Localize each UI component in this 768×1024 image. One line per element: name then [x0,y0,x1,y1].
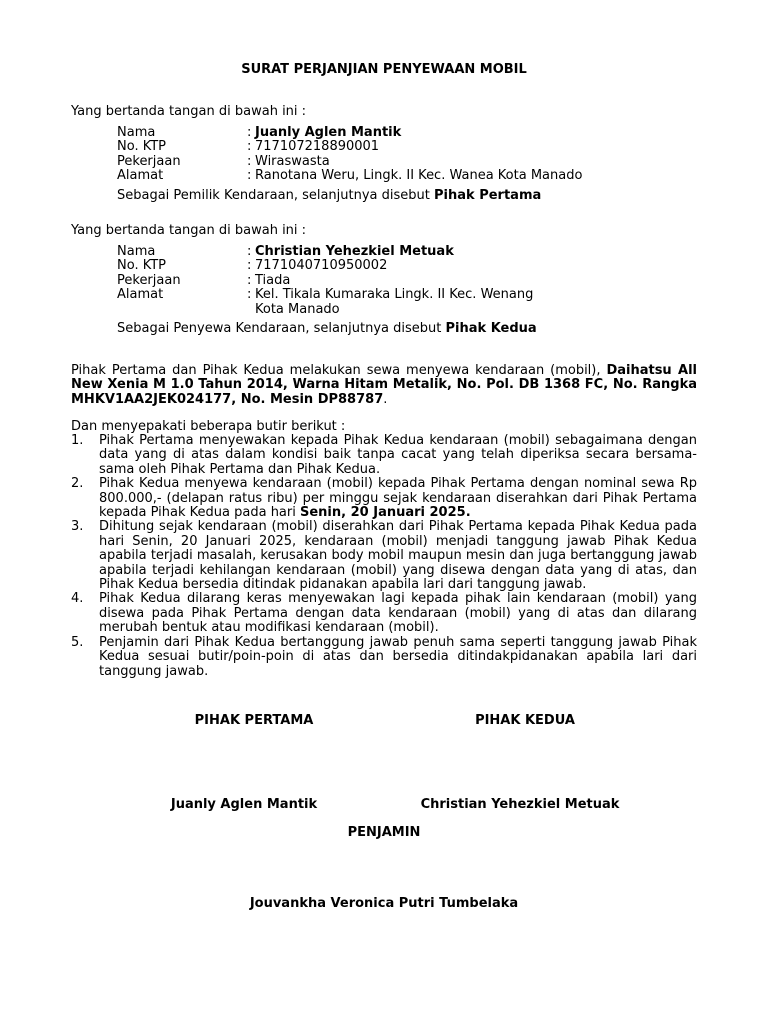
agreement-intro: Dan menyepakati beberapa butir berikut : [71,419,346,434]
party1-name-value: Juanly Aglen Mantik [255,125,402,140]
role-text: Sebagai Penyewa Kendaraan, selanjutnya disebut [117,321,446,336]
role-text: Sebagai Pemilik Kendaraan, selanjutnya disebut [117,188,435,203]
clause-list [71,434,697,679]
field-label: No. KTP [117,139,167,155]
clause-text: Pihak Pertama menyewakan kepada Pihak Kedua kendaraan (mobil) sebagaimana dengan data yang di atas dalam kondisi baik tanpa cacat yang telah diperiksa secara bersama-sama oleh Pihak Pertama dan Pihak Kedua. [99,433,697,477]
party2-intro: Yang bertanda tangan di bawah ini : [71,223,307,238]
party2-job-row [117,274,717,288]
clause-number: 3. [71,519,84,535]
field-label: Alamat [117,287,164,303]
list-item [71,636,697,679]
field-colon: : [247,272,252,288]
list-item [71,520,697,592]
guarantor-name: Jouvankha Veronica Putri Tumbelaka [249,896,519,911]
field-colon: : [247,168,252,184]
field-colon: : [247,125,252,140]
party2-ktp-value: 7171040710950002 [255,258,388,274]
party1-job-row [117,155,717,169]
party1-job-value: Wiraswasta [255,153,330,169]
party2-name-row [117,245,717,259]
role-name: Pihak Kedua [445,321,537,336]
clause-number: 4. [71,591,84,607]
field-label: Nama [117,125,156,140]
party2-address-row [117,288,717,317]
party2-signature-name: Christian Yehezkiel Metuak [420,797,620,812]
field-label: Pekerjaan [117,153,181,169]
role-name: Pihak Pertama [434,188,542,203]
rental-paragraph [71,364,697,407]
clause-date: Senin, 20 Januari 2025. [300,505,471,521]
party2-role [117,322,537,336]
party1-signature-heading: PIHAK PERTAMA [194,713,314,728]
field-label: Alamat [117,168,164,184]
field-colon: : [247,258,252,274]
clause-text: Pihak Kedua menyewa kendaraan (mobil) kepada Pihak Pertama dengan nominal sewa Rp 800.000,- (delapan ratus ribu) per minggu sejak kendaraan diserahkan dari Pihak Pertama kepada Pihak Kedua pada hari [99,476,697,521]
field-colon: : [247,287,252,303]
party1-details [117,126,717,184]
clause-number: 1. [71,433,84,448]
rental-suffix: . [383,391,388,407]
party1-signature-name: Juanly Aglen Mantik [170,797,318,812]
clause-text: Penjamin dari Pihak Kedua bertanggung jawab penuh sama seperti tanggung jawab Pihak Kedua sesuai butir/poin-poin di atas dan bersedia ditindakpidanakan apabila lari dari tanggung jawab. [99,634,697,679]
party1-intro: Yang bertanda tangan di bawah ini : [71,104,307,119]
document-title: SURAT PERJANJIAN PENYEWAAN MOBIL [241,62,527,77]
clause-number: 5. [71,634,84,650]
party1-role [117,189,541,203]
party2-address-value: Kel. Tikala Kumaraka Lingk. II Kec. Wenang Kota Manado [255,287,534,317]
clause-number: 2. [71,476,84,492]
field-colon: : [247,244,252,259]
rental-text: Pihak Pertama dan Pihak Kedua melakukan sewa menyewa kendaraan (mobil), [71,363,607,378]
party1-ktp-value: 717107218890001 [255,139,380,155]
field-label: Nama [117,244,156,259]
clause-text: Dihitung sejak kendaraan (mobil) diserahkan dari Pihak Pertama kepada Pihak Kedua pada hari Senin, 20 Januari 2025, kendaraan (mobil) menjadi tanggung jawab Pihak Kedua apabila terjadi masalah, kerusakan body mobil maupun mesin dan juga bertanggung jawab apabila terjadi kehilangan kendaraan (mobil) yang disewa dengan data yang di atas, dan Pihak Kedua bersedia ditindak pidanakan apabila lari dari tanggung jawab. [99,519,697,593]
list-item [71,434,697,477]
party2-name-value: Christian Yehezkiel Metuak [255,244,454,259]
party2-job-value: Tiada [255,272,291,288]
field-label: Pekerjaan [117,272,181,288]
clause-text: Pihak Kedua dilarang keras menyewakan lagi kepada pihak lain kendaraan (mobil) yang disewa pada Pihak Pertama dengan data kendaraan (mobil) yang di atas dan dilarang merubah bentuk atau modifikasi kendaraan (mobil). [99,591,697,636]
party2-signature-heading: PIHAK KEDUA [475,713,575,728]
party2-ktp-row [117,259,717,273]
guarantor-heading: PENJAMIN [347,825,421,840]
field-colon: : [247,153,252,169]
party1-ktp-row [117,140,717,154]
clause-body [99,477,697,520]
list-item [71,477,697,520]
party2-details [117,245,717,317]
list-item [71,592,697,635]
vehicle-description: Daihatsu All New Xenia M 1.0 Tahun 2014, Warna Hitam Metalik, No. Pol. DB 1368 FC, No. Rangka MHKV1AA2JEK024177, No. Mesin DP88787 [71,363,697,407]
field-colon: : [247,139,252,155]
party1-address-value: Ranotana Weru, Lingk. II Kec. Wanea Kota Manado [255,168,583,184]
party1-name-row [117,126,717,140]
party1-address-row [117,169,717,183]
field-label: No. KTP [117,258,167,274]
